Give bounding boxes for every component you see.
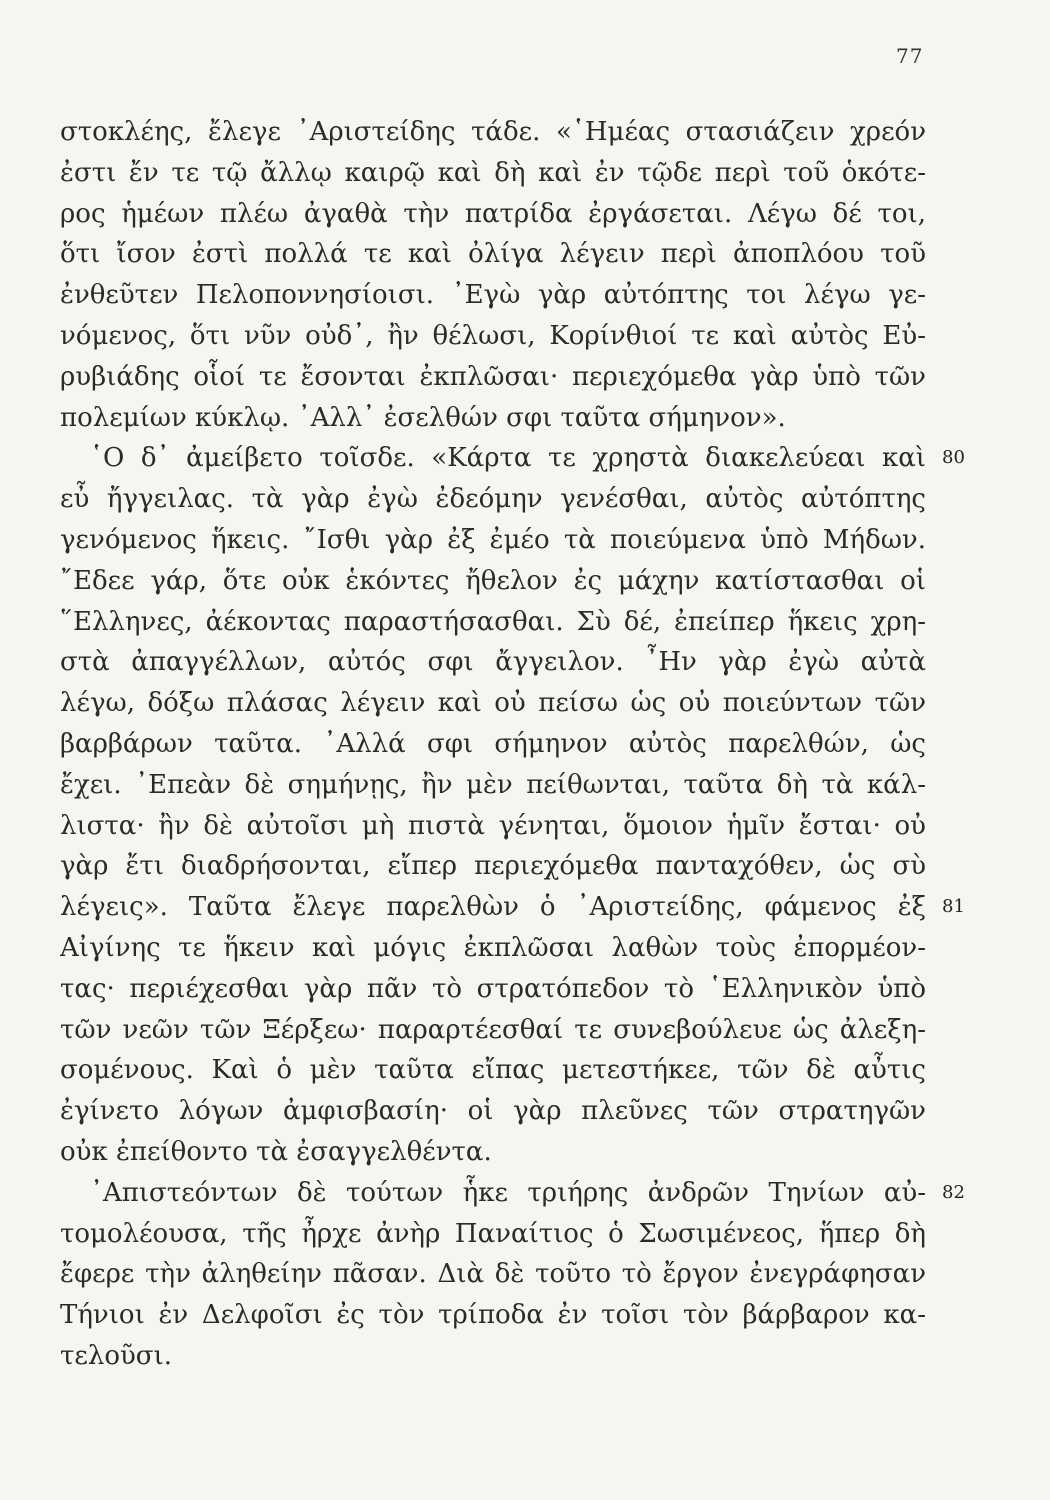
text-line: ῎Εδεε γάρ, ὅτε οὐκ ἑκόντες ἤθελον ἐς μάχην κατίστασθαι οἱ xyxy=(60,565,926,596)
text-line: σομένους. Καὶ ὁ μὲν ταῦτα εἴπας μετεστήκεε, τῶν δὲ αὖτις xyxy=(60,1055,926,1086)
text-line: ῞Ελληνες, ἀέκοντας παραστήσασθαι. Σὺ δέ, ἐπείπερ ἥκεις χρη- xyxy=(60,606,926,637)
margin-number-80: 80 xyxy=(942,447,965,469)
text-line: ἐνθεῦτεν Πελοποννησίοισι. ᾿Εγὼ γὰρ αὐτόπτης τοι λέγω γε- xyxy=(60,280,926,311)
text-line: ρυβιάδης οἷοί τε ἔσονται ἐκπλῶσαι· περιεχόμεθα γὰρ ὑπὸ τῶν xyxy=(60,361,926,392)
margin-number-82: 82 xyxy=(942,1181,965,1203)
text-line: γενόμενος ἥκεις. ῎Ισθι γὰρ ἐξ ἐμέο τὰ ποιεύμενα ὑπὸ Μήδων. xyxy=(60,524,926,555)
text-line: λέγω, δόξω πλάσας λέγειν καὶ οὐ πείσω ὡς οὐ ποιεύντων τῶν xyxy=(60,688,926,719)
body-text xyxy=(60,112,926,1377)
text-line: εὖ ἤγγειλας. τὰ γὰρ ἐγὼ ἐδεόμην γενέσθαι, αὐτὸς αὐτόπτης xyxy=(60,484,926,515)
text-line: ρος ἡμέων πλέω ἀγαθὰ τὴν πατρίδα ἐργάσεται. Λέγω δέ τοι, xyxy=(60,198,926,229)
text-line: γὰρ ἔτι διαδρήσονται, εἴπερ περιεχόμεθα πανταχόθεν, ὡς σὺ xyxy=(60,851,926,882)
text-line: τελοῦσι. xyxy=(60,1340,172,1371)
page-number: 77 xyxy=(896,44,924,68)
text-line: ἔφερε τὴν ἀληθείην πᾶσαν. Διὰ δὲ τοῦτο τὸ ἔργον ἐνεγράφησαν xyxy=(60,1259,926,1290)
margin-number-81: 81 xyxy=(942,896,965,918)
text-line: ἐστι ἔν τε τῷ ἄλλῳ καιρῷ καὶ δὴ καὶ ἐν τῷδε περὶ τοῦ ὁκότε- xyxy=(60,157,926,188)
text-line: πολεμίων κύκλῳ. ᾿Αλλ᾿ ἐσελθών σφι ταῦτα σήμηνον». xyxy=(60,402,786,433)
text-line: λέγεις». Ταῦτα ἔλεγε παρελθὼν ὁ ᾿Αριστείδης, φάμενος ἐξ xyxy=(60,892,926,923)
text-line: τῶν νεῶν τῶν Ξέρξεω· παραρτέεσθαί τε συνεβούλευε ὡς ἀλεξη- xyxy=(60,1014,926,1045)
text-line: τομολέουσα, τῆς ἦρχε ἀνὴρ Παναίτιος ὁ Σωσιμένεος, ἥπερ δὴ xyxy=(60,1218,926,1249)
text-line: βαρβάρων ταῦτα. ᾿Αλλά σφι σήμηνον αὐτὸς παρελθών, ὡς xyxy=(60,728,926,759)
text-line: Τήνιοι ἐν Δελφοῖσι ἐς τὸν τρίποδα ἐν τοῖσι τὸν βάρβαρον κα- xyxy=(60,1300,926,1331)
text-line: ὅτι ἴσον ἐστὶ πολλά τε καὶ ὀλίγα λέγειν περὶ ἀποπλόου τοῦ xyxy=(60,239,926,270)
text-line: ἐγίνετο λόγων ἀμφισβασίη· οἱ γὰρ πλεῦνες τῶν στρατηγῶν xyxy=(60,1096,926,1127)
text-line: στοκλέης, ἔλεγε ᾿Αριστείδης τάδε. «῾Ημέας στασιάζειν χρεόν xyxy=(60,117,926,147)
text-line: ᾿Απιστεόντων δὲ τούτων ἧκε τριήρης ἀνδρῶν Τηνίων αὐ- xyxy=(90,1177,926,1208)
text-line: ἔχει. ᾿Επεὰν δὲ σημήνῃς, ἢν μὲν πείθωνται, ταῦτα δὴ τὰ κάλ- xyxy=(60,769,926,800)
text-line: Αἰγίνης τε ἥκειν καὶ μόγις ἐκπλῶσαι λαθὼν τοὺς ἐπορμέον- xyxy=(60,932,926,963)
text-line: ῾Ο δ᾿ ἀμείβετο τοῖσδε. «Κάρτα τε χρηστὰ διακελεύεαι καὶ xyxy=(90,443,926,474)
text-line: οὐκ ἐπείθοντο τὰ ἐσαγγελθέντα. xyxy=(60,1136,492,1167)
text-line: τας· περιέχεσθαι γὰρ πᾶν τὸ στρατόπεδον τὸ ῾Ελληνικὸν ὑπὸ xyxy=(60,973,926,1004)
text-line: στὰ ἀπαγγέλλων, αὐτός σφι ἄγγειλον. ῏Ην γὰρ ἐγὼ αὐτὰ xyxy=(60,647,926,678)
text-line: λιστα· ἢν δὲ αὐτοῖσι μὴ πιστὰ γένηται, ὅμοιον ἡμῖν ἔσται· οὐ xyxy=(60,810,926,841)
text-line: νόμενος, ὅτι νῦν οὐδ᾿, ἢν θέλωσι, Κορίνθιοί τε καὶ αὐτὸς Εὐ- xyxy=(60,320,926,351)
